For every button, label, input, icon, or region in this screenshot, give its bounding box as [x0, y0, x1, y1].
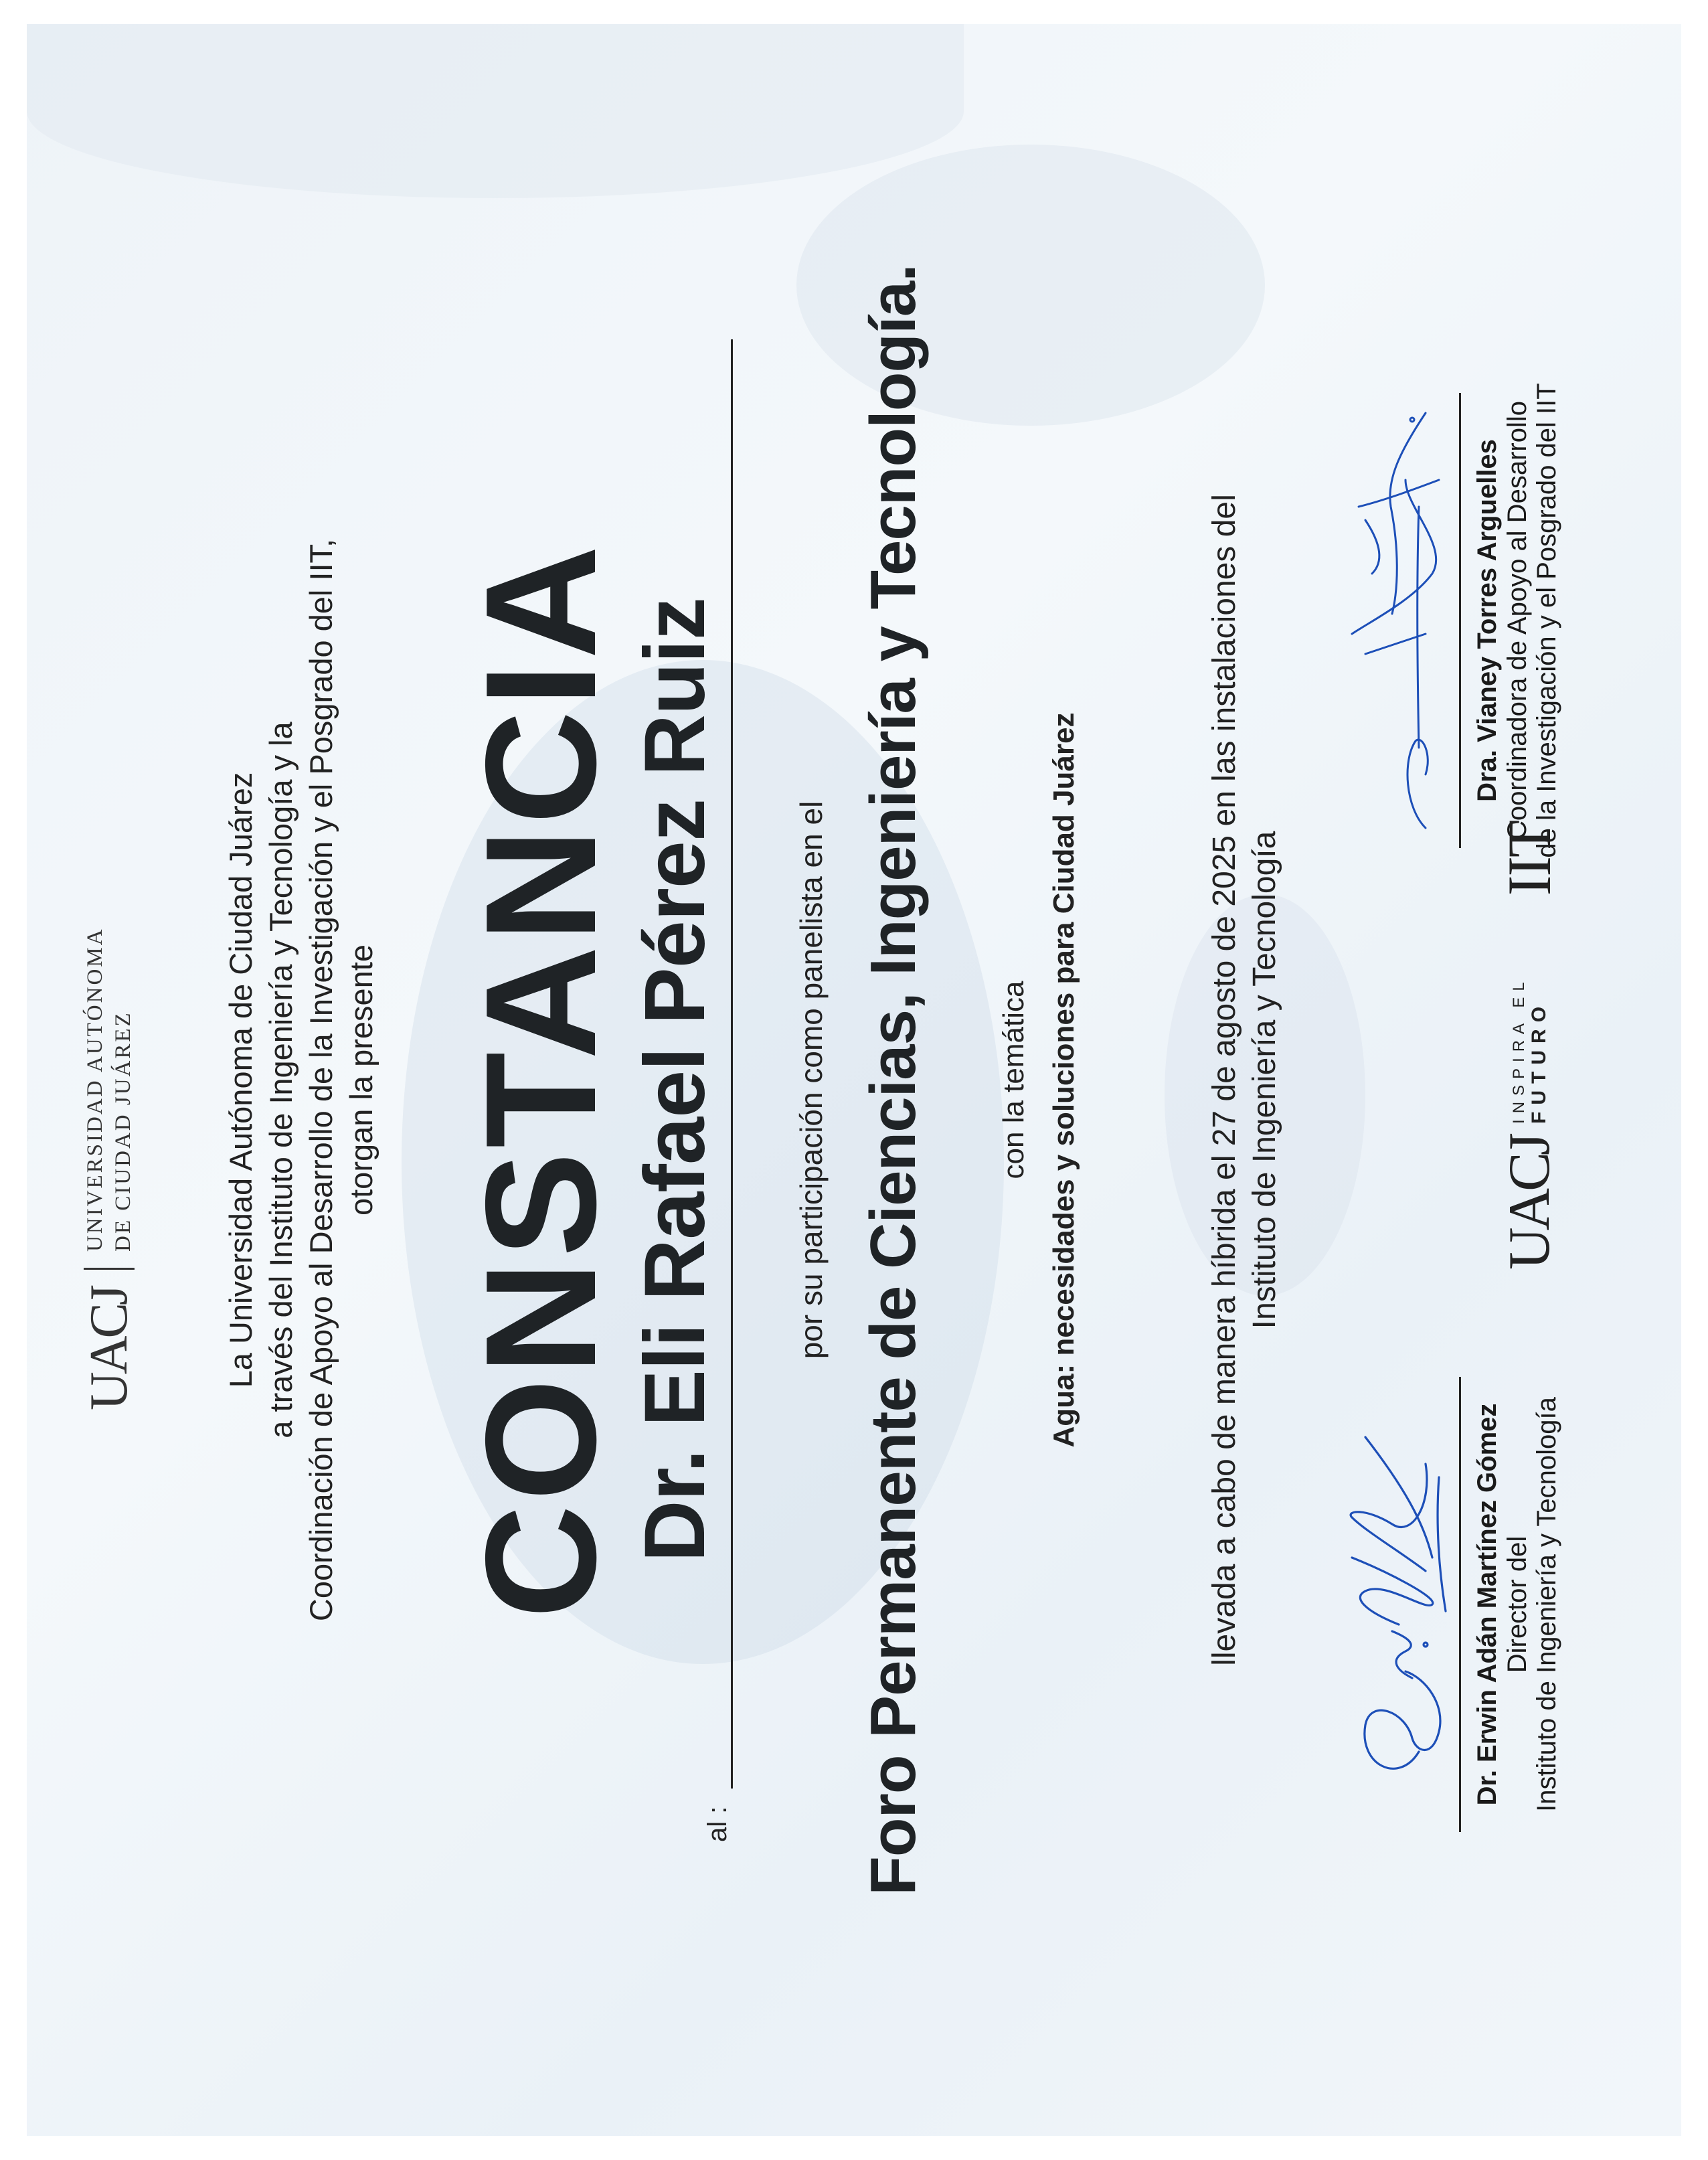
uacj-logo-mark: UACJ	[80, 1286, 139, 1410]
signatory-name: Dr. Erwin Adán Martínez Gómez	[1472, 1403, 1502, 1806]
event-name: Foro Permanente de Ciencias, Ingeniería y Tecnología.	[857, 264, 929, 1896]
signatory-role: Coordinadora de Apoyo al Desarrollo	[1503, 401, 1532, 840]
topic-intro: con la temática	[997, 981, 1030, 1179]
logo-divider	[84, 1268, 135, 1270]
recipient-name: Dr. Eli Rafael Pérez Ruiz	[627, 598, 723, 1562]
footer-tagline	[1509, 976, 1549, 1124]
signatory-role: Instituto de Ingeniería y Tecnología	[1532, 1397, 1561, 1812]
participation-text: por su participación como panelista en el	[794, 801, 829, 1359]
handwritten-signature	[1325, 1397, 1459, 1812]
intro-paragraph	[221, 0, 381, 2160]
signature-line	[1459, 393, 1461, 848]
tagline-top: INSPIRA EL	[1510, 976, 1528, 1124]
uacj-header-logo	[79, 928, 139, 1410]
signature-block-coordinator	[1325, 380, 1561, 861]
certificate-title: CONSTANCIA	[452, 541, 628, 1619]
event-description-line: llevada a cabo de manera híbrida el 27 de agosto de 2025 en las instalaciones del	[1207, 494, 1242, 1666]
event-description	[1205, 0, 1285, 2160]
uacj-footer-logo: UACJ	[1497, 1135, 1562, 1270]
signature-block-director	[1325, 1363, 1561, 1845]
event-description-line: Instituto de Ingeniería y Tecnología	[1247, 831, 1282, 1329]
signatory-name: Dra. Vianey Torres Arguelles	[1472, 439, 1502, 802]
intro-line: La Universidad Autónoma de Ciudad Juárez	[223, 772, 258, 1388]
footer-logos	[1492, 821, 1566, 1270]
signature-line	[1459, 1377, 1461, 1832]
university-name-line1: UNIVERSIDAD AUTÓNOMA	[83, 927, 107, 1252]
tagline-bottom: FUTURO	[1528, 999, 1550, 1124]
signatory-role: de la Investigación y el Posgrado del IIT	[1532, 383, 1561, 858]
signatory-role: Director del	[1503, 1535, 1532, 1673]
university-name-line2: DE CIUDAD JUÁREZ	[111, 1011, 135, 1252]
topic: Agua: necesidades y soluciones para Ciudad Juárez	[1047, 712, 1080, 1448]
iit-logo: IIT	[1495, 821, 1563, 896]
intro-line: a través del Instituto de Ingeniería y Tecnología y la	[263, 722, 298, 1438]
recipient-prefix: al :	[703, 1806, 732, 1842]
handwritten-signature	[1325, 386, 1459, 855]
intro-line: otorgan la presente	[343, 944, 379, 1216]
recipient-underline	[731, 339, 733, 1789]
intro-line: Coordinación de Apoyo al Desarrollo de la Investigación y el Posgrado del IIT,	[303, 538, 339, 1622]
